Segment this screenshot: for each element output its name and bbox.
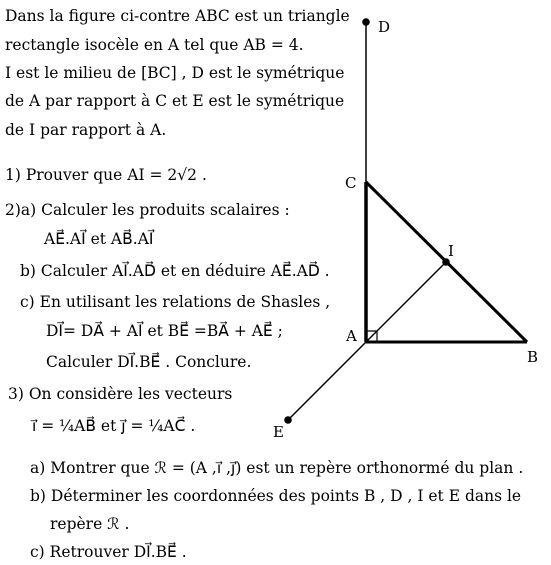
intro-line-4: de A par rapport à C et E est le symétrique xyxy=(5,92,345,110)
point-d xyxy=(362,18,370,26)
label-a: A xyxy=(346,327,357,345)
question-2c-calc: Calculer DI⃗.BE⃗ . Conclure. xyxy=(46,353,252,371)
intro-line-1: Dans la figure ci-contre ABC est un triangle xyxy=(5,7,350,25)
question-2c: c) En utilisant les relations de Shasles , xyxy=(20,293,331,311)
label-c: C xyxy=(345,174,357,192)
question-3c: c) Retrouver DI⃗.BE⃗ . xyxy=(30,543,187,561)
question-3-vectors: i⃗ = ¼AB⃗ et j⃗ = ¼AC⃗ . xyxy=(32,417,196,435)
question-3a: a) Montrer que ℛ = (A ,i⃗ ,j⃗) est un repère orthonormé du plan . xyxy=(30,459,524,477)
intro-line-3: I est le milieu de [BC] , D est le symétrique xyxy=(5,64,345,82)
question-2a: 2)a) Calculer les produits scalaires : xyxy=(5,201,290,219)
question-2a-expression: AE⃗.AI⃗ et AB⃗.AI⃗ xyxy=(44,230,154,248)
intro-line-5: de I par rapport à A. xyxy=(5,121,167,139)
question-1: 1) Prouver que AI = 2√2 . xyxy=(5,166,207,184)
question-3: 3) On considère les vecteurs xyxy=(8,385,233,403)
question-3b-line-1: b) Déterminer les coordonnées des points B , D , I et E dans le xyxy=(30,487,522,505)
intro-line-2: rectangle isocèle en A tel que AB = 4. xyxy=(5,36,304,54)
label-d: D xyxy=(378,18,391,36)
question-2b: b) Calculer AI⃗.AD⃗ et en déduire AE⃗.AD⃗ . xyxy=(20,262,330,280)
label-b: B xyxy=(527,348,539,366)
question-2c-relations: DI⃗= DA⃗ + AI⃗ et BE⃗ =BA⃗ + AE⃗ ; xyxy=(46,322,283,340)
label-e: E xyxy=(273,423,284,441)
point-e xyxy=(284,416,292,424)
question-3b-line-2: repère ℛ . xyxy=(50,515,130,533)
label-i: I xyxy=(448,242,454,260)
